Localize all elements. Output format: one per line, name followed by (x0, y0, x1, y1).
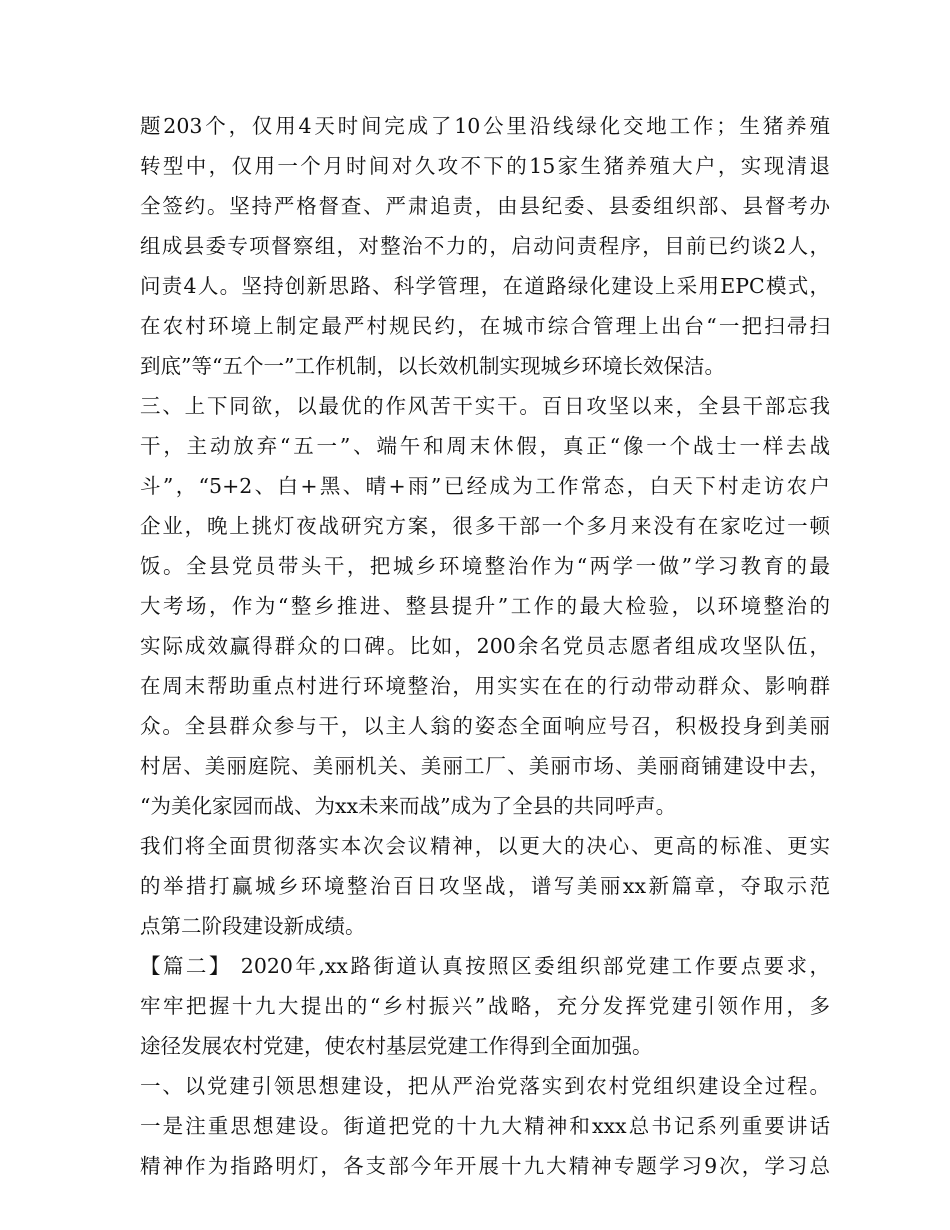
section-heading-line: 【篇二】 2020年,xx路街道认真按照区委组织部党建工作要点要求， (140, 954, 830, 978)
text-line: 村居、美丽庭院、美丽机关、美丽工厂、美丽市场、美丽商铺建设中去， (140, 754, 830, 778)
text-line: 精神作为指路明灯，各支部今年开展十九大精神专题学习9次，学习总 (140, 1154, 830, 1178)
text-line: 在周末帮助重点村进行环境整治，用实实在在的行动带动群众、影响群 (140, 674, 830, 698)
text-line: 问责4人。坚持创新思路、科学管理，在道路绿化建设上采用EPC模式， (140, 274, 830, 298)
text-line: 途径发展农村党建，使农村基层党建工作得到全面加强。 (140, 1034, 653, 1058)
text-line: 一、以党建引领思想建设，把从严治党落实到农村党组织建设全过程。 (140, 1074, 830, 1098)
text-line: 题203个，仅用4天时间完成了10公里沿线绿化交地工作；生猪养殖 (140, 114, 830, 138)
text-line: 全签约。坚持严格督查、严肃追责，由县纪委、县委组织部、县督考办 (140, 194, 830, 218)
text-line: 转型中，仅用一个月时间对久攻不下的15家生猪养殖大户，实现清退 (140, 154, 830, 178)
text-line: 饭。全县党员带头干，把城乡环境整治作为“两学一做”学习教育的最 (140, 554, 830, 578)
text-line: 众。全县群众参与干，以主人翁的姿态全面响应号召，积极投身到美丽 (140, 714, 830, 738)
text-line: 实际成效赢得群众的口碑。比如，200余名党员志愿者组成攻坚队伍， (140, 634, 830, 658)
text-line: 我们将全面贯彻落实本次会议精神，以更大的决心、更高的标准、更实 (140, 834, 830, 858)
text-line: 组成县委专项督察组，对整治不力的，启动问责程序，目前已约谈2人， (140, 234, 830, 258)
text-line: 牢牢把握十九大提出的“乡村振兴”战略，充分发挥党建引领作用，多 (140, 994, 830, 1018)
text-line: 点第二阶段建设新成绩。 (140, 914, 366, 938)
text-line: “为美化家园而战、为xx未来而战”成为了全县的共同呼声。 (140, 794, 677, 818)
text-line: 斗”，“5+2、白+黑、晴+雨”已经成为工作常态，白天下村走访农户 (140, 474, 830, 498)
text-line: 一是注重思想建设。街道把党的十九大精神和xxx总书记系列重要讲话 (140, 1114, 830, 1138)
text-line: 大考场，作为“整乡推进、整县提升”工作的最大检验，以环境整治的 (140, 594, 830, 618)
text-line: 到底”等“五个一”工作机制，以长效机制实现城乡环境长效保洁。 (140, 354, 725, 378)
text-line: 企业，晚上挑灯夜战研究方案，很多干部一个多月来没有在家吃过一顿 (140, 514, 830, 538)
text-line: 三、上下同欲，以最优的作风苦干实干。百日攻坚以来，全县干部忘我 (140, 394, 830, 418)
text-line: 的举措打赢城乡环境整治百日攻坚战，谱写美丽xx新篇章，夺取示范 (140, 874, 830, 898)
text-line: 干，主动放弃“五一”、端午和周末休假，真正“像一个战士一样去战 (140, 434, 830, 458)
document-body (140, 106, 830, 1186)
text-line: 在农村环境上制定最严村规民约，在城市综合管理上出台“一把扫帚扫 (140, 314, 830, 338)
